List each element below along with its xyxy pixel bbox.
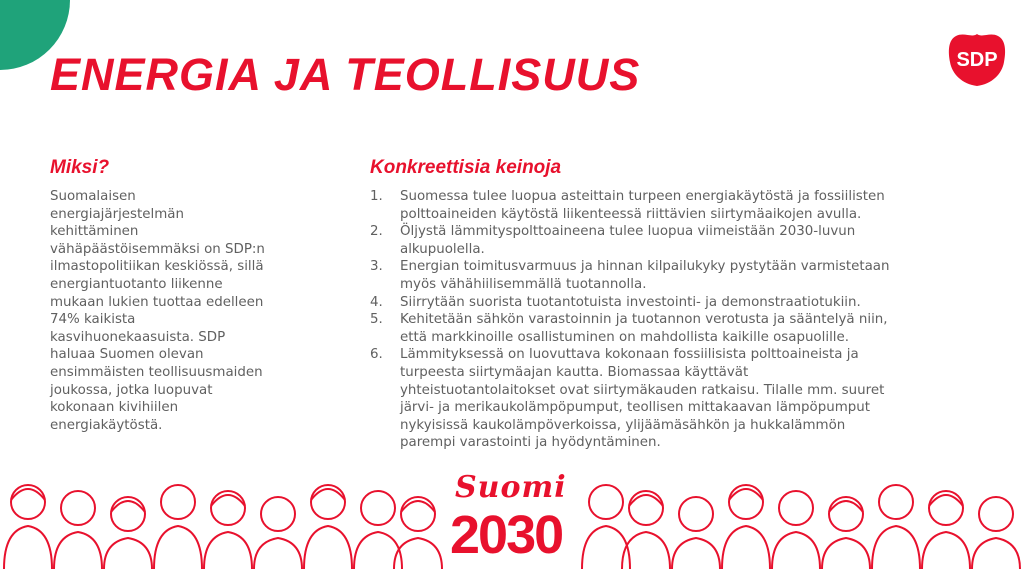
list-item-text: Siirrytään suorista tuotantotuista investointi- ja demonstraatiotukiin. (400, 294, 861, 310)
list-item (370, 258, 970, 293)
person-head (401, 497, 435, 531)
why-paragraph-line: vähäpäästöisemmäksi on SDP:n (50, 241, 265, 257)
person-head (261, 497, 295, 531)
person-head (679, 497, 713, 531)
why-paragraph-line: Suomalaisen (50, 189, 136, 204)
suomi-2030-logo-word: Suomi (455, 470, 567, 505)
person-head (111, 497, 145, 531)
person-body (154, 526, 202, 569)
measures-heading: Konkreettisia keinoja (370, 157, 562, 178)
list-item-text: Kehitetään sähkön varastoinnin ja tuotannon verotusta ja sääntelyä niin, (400, 312, 888, 328)
suomi-2030-logo-year: 2030 (450, 505, 563, 565)
person-head (929, 491, 963, 525)
person-head (211, 491, 245, 525)
list-item-number: 5. (370, 312, 383, 328)
list-item-number: 2. (370, 224, 383, 240)
why-heading: Miksi? (50, 157, 110, 178)
person-body (822, 538, 870, 569)
person-body (204, 532, 252, 569)
list-item-text: Lämmityksessä on luovuttava kokonaan fossiilisista polttoaineista ja (400, 347, 859, 363)
list-item (370, 188, 970, 223)
measures-list (370, 188, 970, 452)
person-body (254, 538, 302, 569)
list-item-text: alkupuolella. (400, 241, 485, 257)
person-head (829, 497, 863, 531)
why-paragraph-line: energiakäytöstä. (50, 417, 163, 433)
person-body (54, 532, 102, 569)
list-item-number: 4. (370, 294, 383, 310)
list-item (370, 346, 970, 452)
person-body (672, 538, 720, 569)
page-title: ENERGIA JA TEOLLISUUS (50, 49, 641, 100)
list-item-number: 3. (370, 259, 383, 275)
person-head (729, 485, 763, 519)
list-item-text: Energian toimitusvarmuus ja hinnan kilpailukyky pystytään varmistetaan (400, 259, 890, 275)
person-head (161, 485, 195, 519)
list-item-number: 6. (370, 347, 383, 363)
person-head (779, 491, 813, 525)
person-head (589, 485, 623, 519)
list-item-text: turpeesta siirtymäajan kautta. Biomassaa käyttävät (400, 364, 749, 380)
why-paragraph (50, 188, 320, 434)
why-paragraph-line: kokonaan kivihiilen (50, 400, 179, 416)
person-head (629, 491, 663, 525)
why-paragraph-line: energiajärjestelmän (50, 206, 184, 222)
list-item-number: 1. (370, 189, 383, 204)
list-item-text: että markkinoille osallistuminen on mahdollista kaikille osapuolille. (400, 329, 850, 345)
why-paragraph-line: kehittäminen (50, 224, 139, 240)
person-body (304, 526, 352, 569)
list-item (370, 294, 970, 312)
person-head (361, 491, 395, 525)
person-head (61, 491, 95, 525)
why-paragraph-line: haluaa Suomen olevan (50, 347, 204, 363)
why-paragraph-line: ilmastopolitiikan keskiössä, sillä (50, 259, 264, 275)
list-item-text: parempi varastointi ja hyödyntäminen. (400, 435, 661, 451)
list-item-text: Öljystä lämmityspolttoaineena tulee luopua viimeistään 2030-luvun (400, 224, 856, 240)
person-body (772, 532, 820, 569)
person-head (11, 485, 45, 519)
why-paragraph-line: kasvihuonekaasuista. SDP (50, 329, 226, 345)
list-item-text: yhteistuotantolaitokset ovat siirtymäkauden ratkaisu. Tilalle mm. suuret (400, 382, 885, 398)
person-body (722, 526, 770, 569)
list-item-text: Suomessa tulee luopua asteittain turpeen energiakäytöstä ja fossiilisten (400, 189, 885, 204)
list-item-text: polttoaineiden käytöstä liikenteessä riittävien siirtymäaikojen avulla. (400, 206, 862, 222)
person-body (4, 526, 52, 569)
person-head (311, 485, 345, 519)
list-item-text: nykyisissä kaukolämpöverkoissa, ylijäämäsähkön ja hukkalämmön (400, 417, 846, 433)
why-paragraph-line: 74% kaikista (50, 312, 136, 328)
why-paragraph-line: joukossa, jotka luopuvat (50, 382, 213, 398)
sdp-logo (946, 32, 1008, 88)
logo-label: SDP (956, 49, 998, 71)
why-paragraph-line: energiantuotanto liikenne (50, 276, 223, 292)
person-body (972, 538, 1020, 569)
person-head (879, 485, 913, 519)
list-item (370, 311, 970, 346)
why-paragraph-line: mukaan lukien tuottaa edelleen (50, 294, 264, 310)
person-body (104, 538, 152, 569)
person-head (979, 497, 1013, 531)
why-paragraph-line: ensimmäisten teollisuusmaiden (50, 364, 263, 380)
list-item-text: myös vähähiilisemmällä tuotannolla. (400, 276, 647, 292)
person-body (922, 532, 970, 569)
list-item-text: järvi- ja merikaukolämpöpumput, teollisen mittakaavan lämpöpumput (400, 400, 870, 416)
list-item (370, 223, 970, 258)
person-body (872, 526, 920, 569)
